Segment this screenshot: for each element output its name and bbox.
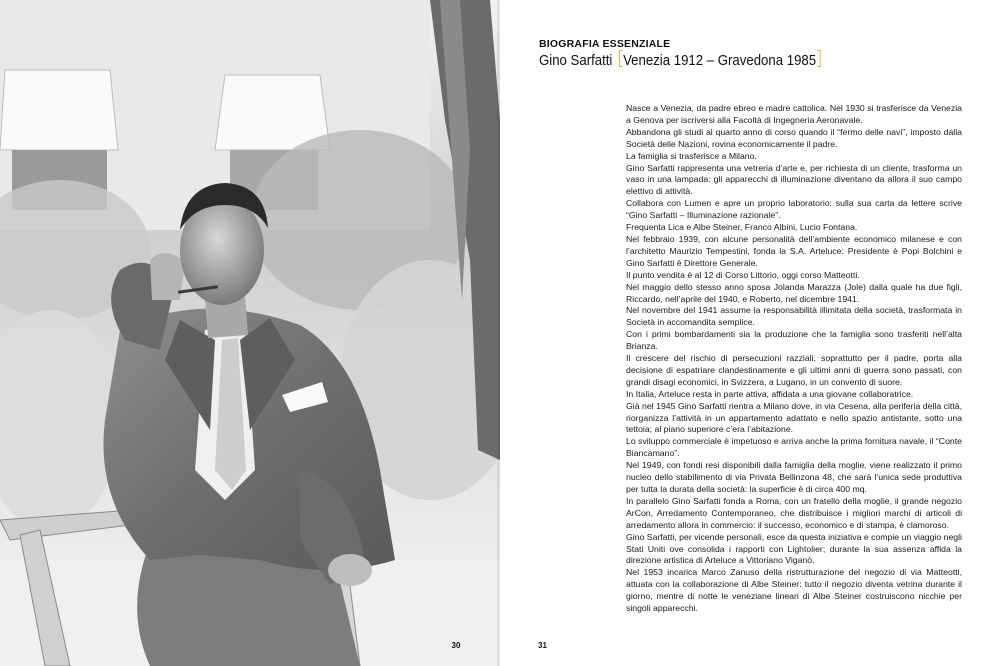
page-title (539, 50, 821, 69)
paragraph: In parallelo Gino Sarfatti fonda a Roma, con un fratello della moglie, il grande negozio ArCon, Arredamento Contemporaneo, che distribuisce i migliori marchi di articoli di arredamento allora in commercio: il successo, economico e di stampa, è clamoroso. (626, 495, 962, 530)
page-number-right: 31 (538, 641, 547, 650)
paragraph: Il crescere del rischio di persecuzioni razziali, soprattutto per il padre, porta alla decisione di espatriare clandestinamente e gli ultimi anni di guerra sono passati, con grandi disagi economici, in Svizzera, a Lugano, in un convento di suore. (626, 353, 962, 387)
paragraph: Nel maggio dello stesso anno sposa Jolanda Marazza (Jole) dalla quale ha due figli, Riccardo, nell’aprile del 1940, e Roberto, nel dicembre 1941. (626, 281, 962, 304)
paragraph: Già nel 1945 Gino Sarfatti rientra a Milano dove, in via Cesena, alla periferia della città, riorganizza l’attività in un appartamento adattato e nello spazio antistante, sotto una tettoia; al piano superiore c’era l’abitazione. (626, 400, 962, 435)
page-number-left: 30 (451, 641, 461, 650)
section-label: BIOGRAFIA ESSENZIALE (539, 38, 671, 50)
paragraph: Con i primi bombardamenti sia la produzione che la famiglia sono trasferiti nell’alta Brianza. (626, 329, 962, 352)
bracket-open-icon (619, 50, 623, 67)
title-name: Gino Sarfatti (539, 52, 613, 69)
paragraph: Gino Sarfatti, per vicende personali, esce da questa iniziativa e compie un viaggio negli Stati Uniti ove consolida i rapporti con Lightolier; durante la sua assenza affida la direzione artistica di Arteluce a Vittoriano Viganò. (626, 531, 962, 566)
paragraph: La famiglia si trasferisce a Milano. (626, 150, 757, 161)
paragraph: Frequenta Lica e Albe Steiner, Franco Albini, Lucio Fontana. (626, 222, 858, 233)
title-dates: Venezia 1912 – Gravedona 1985 (623, 52, 817, 69)
biography-text (626, 103, 962, 615)
paragraph: Nel novembre del 1941 assume la responsabilità illimitata della società, trasformata in Società in accomandita semplice. (626, 305, 962, 328)
paragraph: Nel 1953 incarica Marco Zanuso della ristrutturazione del negozio di via Matteotti, attuata con la collaborazione di Albe Steiner: tutto il negozio diventa vetrina durante il giorno, mentre di notte le veneziane lineari di Albe Steiner costruiscono nicchie per singoli apparecchi. (626, 567, 962, 614)
paragraph: Nel febbraio 1939, con alcune personalità dell’ambiente economico milanese e con l’architetto Maurizio Tempestini, fonda la S.A. Arteluce: Presidente è Popi Bolchini e Gino Sarfatti è Direttore Generale. (626, 233, 962, 268)
paragraph: Il punto vendita è al 12 di Corso Littorio, oggi corso Matteotti. (626, 269, 860, 280)
paragraph: Gino Sarfatti rappresenta una vetreria d’arte e, per richiesta di un cliente, trasforma un vaso in una lampada: gli apparecchi di illuminazione diventano da allora il suo campo elettivo di attività. (626, 162, 962, 197)
paragraph: In Italia, Arteluce resta in parte attiva, affidata a una giovane collaboratrice. (626, 388, 914, 399)
paragraph: Abbandona gli studi al quarto anno di corso quando il “fermo delle navi”, imposto dalla Società delle Nazioni, rovina economicamente il padre. (626, 126, 962, 149)
paragraph: Nasce a Venezia, da padre ebreo e madre cattolica. Nel 1930 si trasferisce da Venezia a Genova per iscriversi alla Facoltà di Ingegneria Aeronavale. (626, 103, 962, 125)
paragraph: Collabora con Lumen e apre un proprio laboratorio: sulla sua carta da lettere scrive “Gino Sarfatti – Illuminazione razionale”. (626, 198, 962, 221)
paragraph: Nel 1949, con fondi resi disponibili dalla famiglia della moglie, viene realizzato il primo nucleo dello stabilimento di via Privata Bellinzona 48, che sarà l’unica sede produttiva per tutta la durata della società: la superficie è di circa 400 mq. (626, 460, 962, 494)
paragraph: Lo sviluppo commerciale è impetuoso e arriva anche la prima fornitura navale, il “Conte Biancamano”. (626, 436, 962, 459)
bracket-close-icon (817, 50, 821, 67)
right-page (500, 0, 1000, 666)
